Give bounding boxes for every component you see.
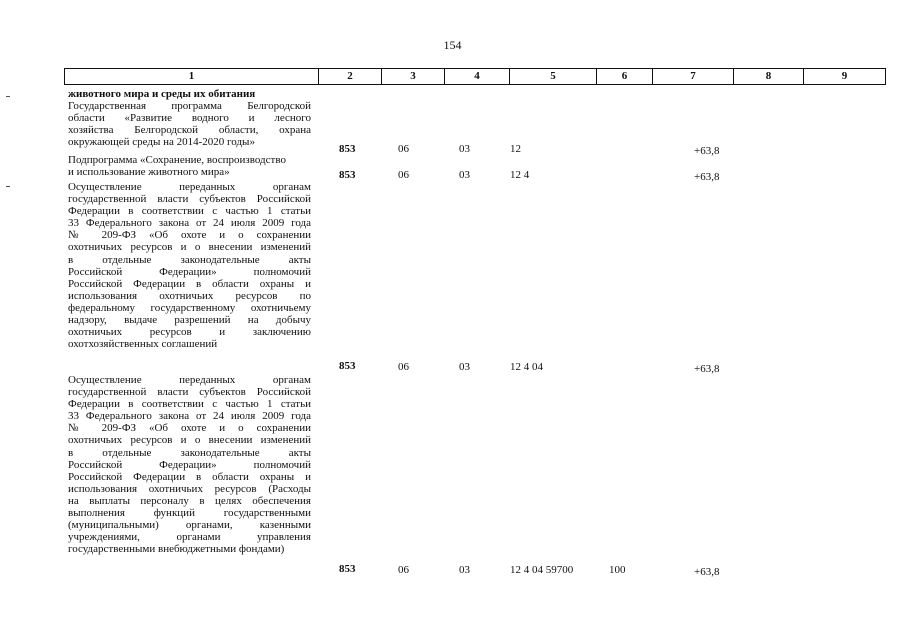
row-line: и использование животного мира»: [68, 166, 230, 179]
row-line: Российской Федерации в области охраны и: [68, 277, 311, 290]
cell-amount: +63,8: [694, 171, 720, 183]
header-col-8: 8: [734, 69, 804, 85]
row-line: 33 Федерального закона от 24 июля 2009 года: [68, 410, 311, 423]
row-line: Российской Федерации в области охраны и: [68, 470, 311, 483]
cell-cs: 12 4 04 59700: [510, 564, 574, 576]
row-description: [68, 181, 311, 350]
row-line: надзору, выдаче разрешений на добычу: [68, 314, 311, 327]
section-title: животного мира и среды их обитания: [68, 88, 256, 100]
row-line: Государственная программа Белгородской: [68, 100, 311, 112]
cell-pr: 03: [459, 169, 470, 181]
cell-cs: 12 4: [510, 169, 530, 181]
row-line: государственной власти субъектов Российской: [68, 193, 311, 206]
row-description: [68, 154, 311, 178]
row-line: Российской Федерации» полномочий: [68, 458, 311, 471]
row-line: учреждениями, органами управления: [68, 531, 311, 544]
row-line: 33 Федерального закона от 24 июля 2009 года: [68, 217, 311, 230]
row-line: использования охотничьих ресурсов (Расходы: [68, 482, 311, 495]
cell-cs: 12 4 04: [510, 361, 543, 373]
row-line: (муниципальными) органами, казенными: [68, 519, 311, 532]
row-line: Осуществление переданных органам: [68, 181, 311, 193]
cell-gl: 853: [339, 169, 356, 181]
row-line: охотничьих ресурсов и о внесении изменений: [68, 434, 311, 447]
cell-rz: 06: [398, 143, 409, 155]
cell-gl: 853: [339, 360, 356, 372]
header-col-2: 2: [319, 69, 382, 85]
cell-pr: 03: [459, 361, 470, 373]
row-line: Федерации в соответствии с частью 1 статьи: [68, 205, 311, 218]
row-line: охотничьих ресурсов и о внесении изменений: [68, 241, 311, 254]
cell-vr: 100: [609, 564, 626, 576]
row-line: государственной власти субъектов Российской: [68, 386, 311, 399]
header-col-7: 7: [653, 69, 734, 85]
cell-rz: 06: [398, 169, 409, 181]
header-col-3: 3: [382, 69, 445, 85]
row-line: № 209-ФЗ «Об охоте и о сохранении: [68, 229, 311, 242]
row-description: [68, 374, 311, 555]
cell-cs: 12: [510, 143, 521, 155]
cell-gl: 853: [339, 143, 356, 155]
row-line: на выплаты персоналу в целях обеспечения: [68, 494, 311, 507]
margin-mark: [6, 96, 10, 97]
column-header-table: [64, 68, 886, 85]
cell-pr: 03: [459, 564, 470, 576]
cell-amount: +63,8: [694, 566, 720, 578]
margin-mark: [6, 186, 10, 187]
row-line: федеральному государственному охотничьему: [68, 301, 311, 314]
row-description: [68, 100, 311, 148]
cell-rz: 06: [398, 361, 409, 373]
row-line: государственными внебюджетными фондами): [68, 543, 285, 556]
row-line: Федерации в соответствии с частью 1 статьи: [68, 398, 311, 411]
cell-amount: +63,8: [694, 145, 720, 157]
header-col-5: 5: [510, 69, 597, 85]
row-line: выполнения функций государственными: [68, 507, 311, 520]
row-line: в отдельные законодательные акты: [68, 446, 311, 459]
row-line: охотхозяйственных соглашений: [68, 338, 218, 351]
row-line: № 209-ФЗ «Об охоте и о сохранении: [68, 422, 311, 435]
header-col-1: 1: [65, 69, 319, 85]
cell-pr: 03: [459, 143, 470, 155]
page-number: 154: [443, 38, 462, 52]
row-line: в отдельные законодательные акты: [68, 253, 311, 266]
cell-rz: 06: [398, 564, 409, 576]
row-line: хозяйства Белгородской области, охрана: [68, 124, 311, 137]
cell-amount: +63,8: [694, 363, 720, 375]
header-col-6: 6: [597, 69, 653, 85]
row-line: области «Развитие водного и лесного: [68, 112, 311, 125]
row-line: охотничьих ресурсов и заключению: [68, 326, 311, 339]
cell-gl: 853: [339, 563, 356, 575]
header-col-9: 9: [804, 69, 886, 85]
row-line: Подпрограмма «Сохранение, воспроизводство: [68, 154, 286, 166]
row-line: Осуществление переданных органам: [68, 374, 311, 386]
header-col-4: 4: [445, 69, 510, 85]
row-line: окружающей среды на 2014-2020 годы»: [68, 136, 255, 149]
row-line: использования охотничьих ресурсов по: [68, 289, 311, 302]
row-line: Российской Федерации» полномочий: [68, 265, 311, 278]
